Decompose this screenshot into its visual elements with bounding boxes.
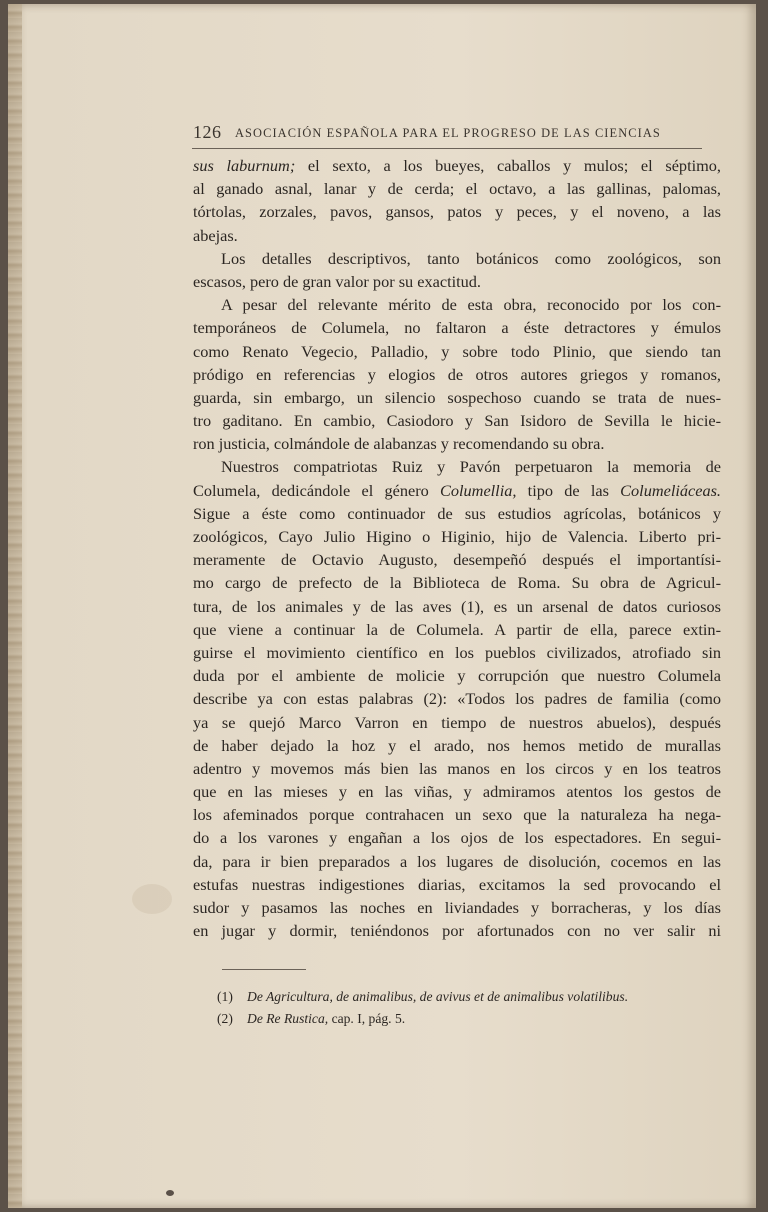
text-line: tórtolas, zorzales, pavos, gansos, patos y peces, y el noveno, a las [193,202,721,222]
text-line: que en las mieses y en las viñas, y admiramos atentos los gestos de [193,782,721,802]
footnote-text: De Agricultura, de animalibus, de avivus et de animalibus volatilibus. [247,989,629,1004]
running-head [193,122,701,144]
paragraph-first-line: A pesar del relevante mérito de esta obra, reconocido por los con- [221,295,721,315]
text-line: do a los varones y engañan a los ojos de los espectadores. En segui- [193,828,721,848]
body-text [193,154,721,942]
text-line: sudor y pasamos las noches en liviandades y borracheras, y los días [193,898,721,917]
text-line: Columela, dedicándole el género Columellia, tipo de las Columeliáceas. [193,480,722,500]
paper-stain [132,884,172,914]
text-line: como Renato Vegecio, Palladio, y sobre todo Plinio, que siendo tan [193,341,721,361]
page-binding-edge [8,4,22,1208]
paragraph-first-line: Nuestros compatriotas Ruiz y Pavón perpetuaron la memoria de [221,457,721,477]
text-line: sus laburnum; el sexto, a los bueyes, caballos y mulos; el séptimo, [193,156,721,175]
text-line: que viene a continuar la de Columela. A partir de ella, parece extin- [193,619,721,639]
text-line: describe ya con estas palabras (2): «Todos los padres de familia (como [193,689,721,709]
text-line: Sigue a éste como continuador de sus estudios agrícolas, botánicos y [193,503,721,523]
footnotes [217,986,717,1030]
text-line: estufas nuestras indigestiones diarias, excitamos la sed provocando el [193,874,721,894]
text-line: pródigo en referencias y elogios de otros autores griegos y romanos, [193,364,721,384]
text-line: meramente de Octavio Augusto, desempeñó después el importantísi- [193,550,721,570]
footnote-mark: (2) [217,1011,233,1026]
text-line: abejas. [193,225,238,245]
text-line: al ganado asnal, lanar y de cerda; el octavo, a las gallinas, palomas, [193,179,721,199]
paper-speck [166,1190,174,1196]
text-line: duda por el ambiente de molicie y corrupción que nuestro Columela [193,666,721,686]
text-line: zoológicos, Cayo Julio Higino o Higinio, hijo de Valencia. Liberto pri- [193,527,721,546]
text-line: guirse el movimiento científico en los pueblos civilizados, atrofiado sin [193,642,721,662]
text-line: los afeminados porque contrahacen un sexo que la naturaleza ha nega- [193,805,721,825]
text-line: escasos, pero de gran valor por su exactitud. [193,271,481,291]
text-line: de haber dejado la hoz y el arado, nos hemos metido de murallas [193,735,721,755]
running-head-title: ASOCIACIÓN ESPAÑOLA PARA EL PROGRESO DE LAS CIENCIAS [235,126,661,140]
text-line: guarda, sin embargo, un silencio sospechoso cuando se trata de nues- [193,387,721,407]
footnote-mark: (1) [217,989,233,1004]
text-line: en jugar y dormir, teniéndonos por afortunados con no ver salir ni [193,921,721,941]
text-line: tura, de los animales y de las aves (1), es un arsenal de datos curiosos [193,596,721,616]
text-line: ya se quejó Marco Varron en tiempo de nuestros abuelos), después [193,712,721,732]
footnote-title: De Re Rustica, [247,1011,329,1026]
text-line: tro gaditano. En cambio, Casiodoro y San Isidoro de Sevilla le hicie- [193,411,721,431]
text-line: ron justicia, colmándole de alabanzas y recomendando su obra. [193,434,605,454]
text-line: adentro y movemos más bien las manos en los circos y en los teatros [193,758,721,778]
text-line: temporáneos de Columela, no faltaron a éste detractores y émulos [193,318,721,338]
footnote-1 [217,986,717,1008]
text-line: da, para ir bien preparados a los lugares de disolución, cocemos en las [193,851,721,871]
footnote-rule [222,969,306,970]
paragraph-first-line: Los detalles descriptivos, tanto botánicos como zoológicos, son [221,248,721,268]
footnote-2 [217,1008,717,1030]
page-number: 126 [193,122,222,142]
header-rule [192,148,702,149]
footnote-text: cap. I, pág. 5. [328,1011,406,1026]
text-line: mo cargo de prefecto de la Biblioteca de Roma. Su obra de Agricul- [193,573,721,593]
